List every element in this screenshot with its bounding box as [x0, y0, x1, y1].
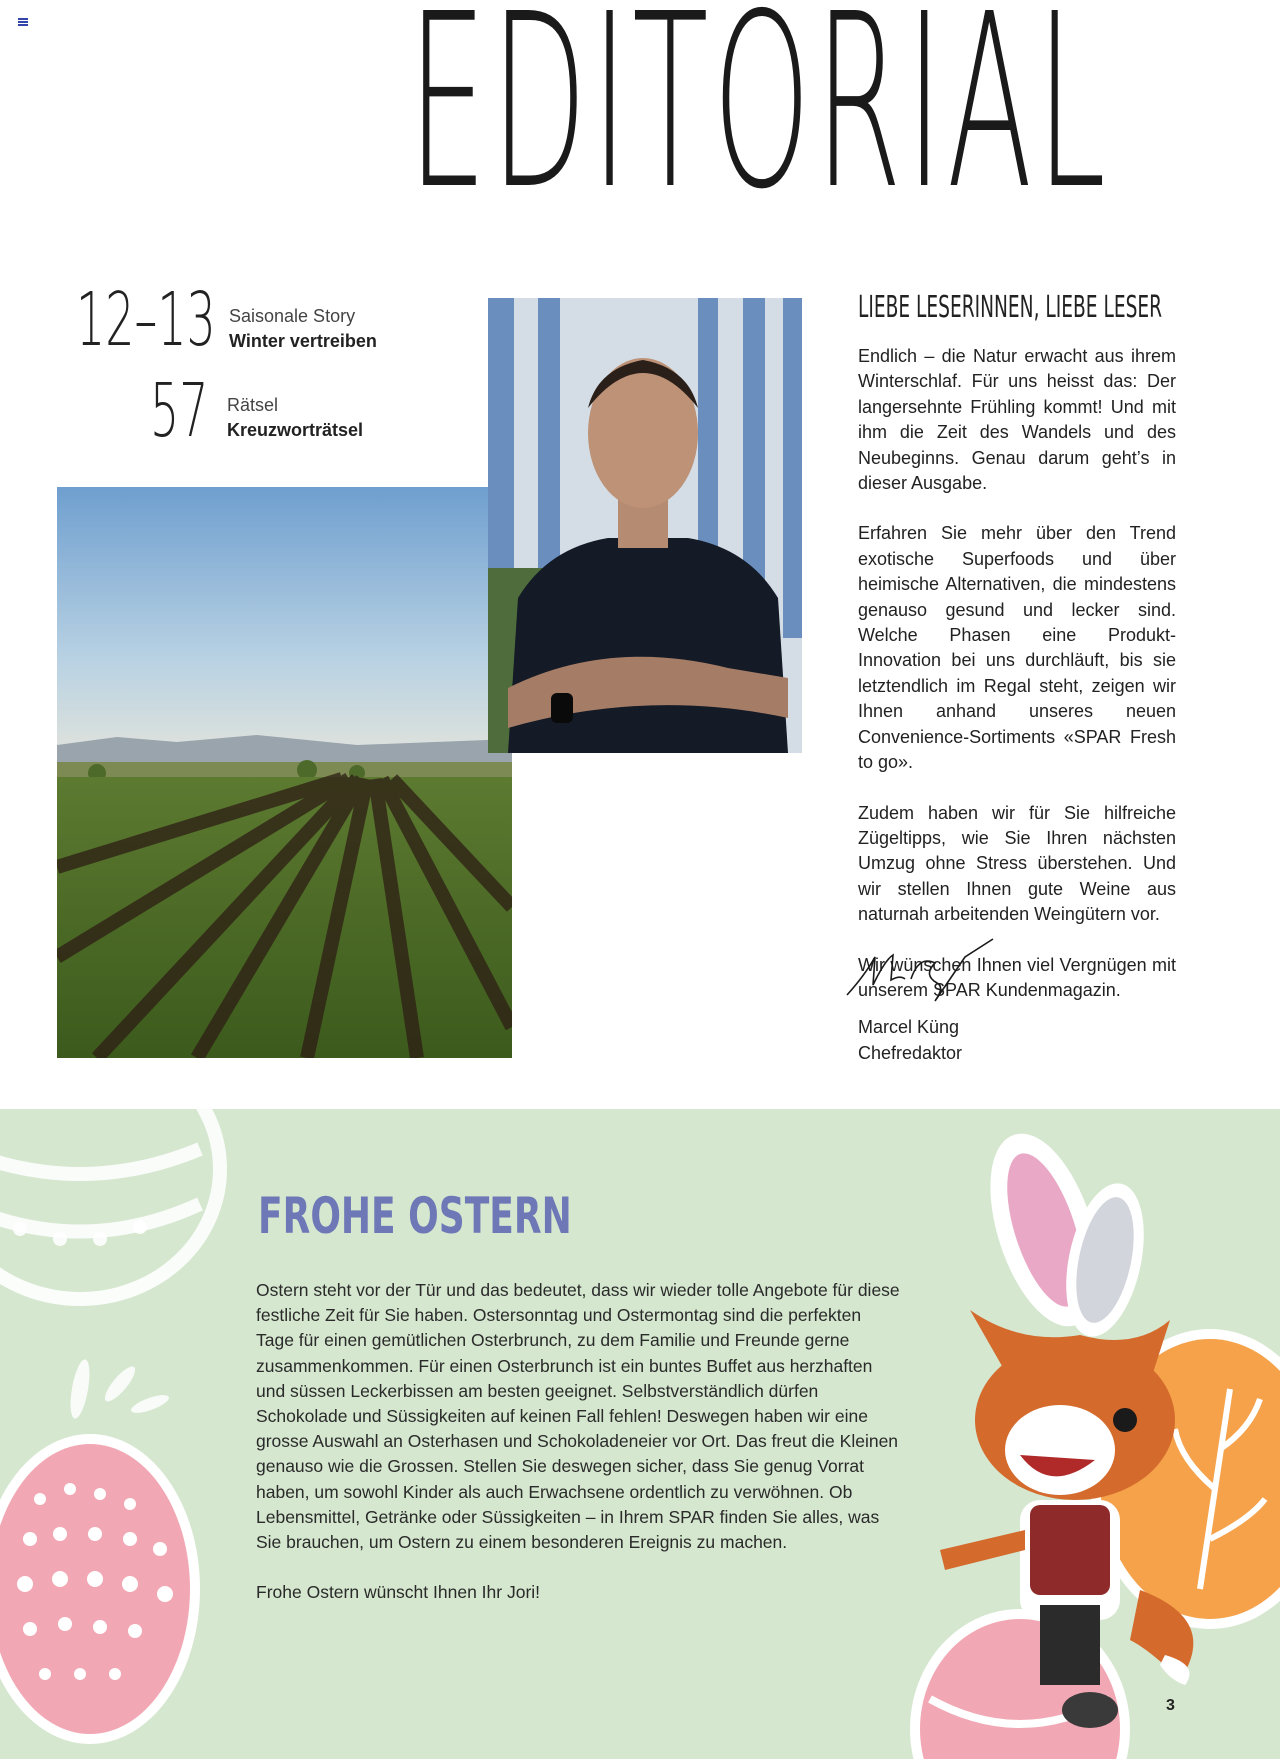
easter-paragraph: Ostern steht vor der Tür und das bedeutet, dass wir wieder tolle Angebote für diese festliche Zeit für Sie haben. Ostersonntag und Ostermontag sind die perfekten Tage für einen gemütlichen Osterbrunch, zu dem Familie und Freunde gerne zusammenkommen. Für einen Osterbrunch ist ein buntes Buffet aus herzhaften und süssen Leckerbissen am besten geeignet. Selbstverständlich dürfen Schokolade und Süssigkeiten auf keinen Fall fehlen! Deswegen haben wir eine grosse Auswahl an Osterhasen und Schokoladeneier vor Ort. Das freut die Kleinen genauso wie die Grossen. Stellen Sie deswegen sicher, dass Sie genug Vorrat haben, um sowohl Kinder als auch Erwachsene ordentlich zu verwöhnen. Ob Lebensmittel, Getränke oder Süssigkeiten – in Ihrem SPAR finden Sie alles, was Sie brauchen, um Ostern zu einem besonderen Ereignis zu machen. [256, 1280, 900, 1553]
letter-paragraph: Zudem haben wir für Sie hilfreiche Zügeltipps, wie Sie Ihren nächsten Umzug ohne Stress überstehen. Und wir stellen Ihnen gute Weine aus naturnah arbeitenden Weingütern vor. [858, 802, 1176, 925]
toc-title-1[interactable]: Winter vertreiben [229, 331, 377, 351]
signer-name: Marcel Küng [858, 1017, 960, 1037]
editor-portrait-photo [488, 298, 802, 753]
toc-category-1: Saisonale Story [229, 306, 356, 326]
signer-role: Chefredaktor [858, 1043, 963, 1063]
easter-body [256, 1278, 900, 1630]
letter-paragraph: Erfahren Sie mehr über den Trend exotische Superfoods und über heimische Alternativen, die mindestens genauso gesund und lecker sind. Welche Phasen eine Produkt-Innovation bei uns durchläuft, bis sie letztendlich im Regal steht, zeigen wir Ihnen anhand unseres neuen Convenience-Sortiments «SPAR Fresh to go». [858, 523, 1176, 773]
handwritten-signature [845, 935, 1005, 1015]
toc-category-2: Rätsel [227, 395, 279, 415]
easter-paragraph: Frohe Ostern wünscht Ihnen Ihr Jori! [256, 1582, 541, 1603]
page-title: EDITORIAL [408, 0, 1111, 242]
toc-pages-1: 12–13 [76, 277, 216, 363]
hamburger-menu-icon[interactable] [18, 18, 28, 26]
field-landscape-photo [57, 487, 512, 1058]
editorial-letter [858, 290, 1176, 1028]
fox-mascot-jori [900, 1120, 1280, 1759]
toc-pages-2: 57 [150, 368, 209, 454]
easter-title: FROHE OSTERN [258, 1187, 572, 1245]
letter-paragraph: Wir wünschen Ihnen viel Vergnügen mit unserem SPAR Kundenmagazin. [858, 954, 1176, 1000]
letter-paragraph: Endlich – die Natur erwacht aus ihrem Winterschlaf. Für uns heisst das: Der langersehnte Frühling kommt! Und mit ihm die Zeit des Wandels und des Neubeginns. Genau darum geht’s in dieser Ausgabe. [858, 346, 1176, 494]
letter-heading: LIEBE LESERINNEN, LIEBE LESER [858, 290, 1163, 325]
page-number: 3 [1166, 1697, 1175, 1714]
toc-title-2[interactable]: Kreuzworträtsel [227, 420, 364, 440]
